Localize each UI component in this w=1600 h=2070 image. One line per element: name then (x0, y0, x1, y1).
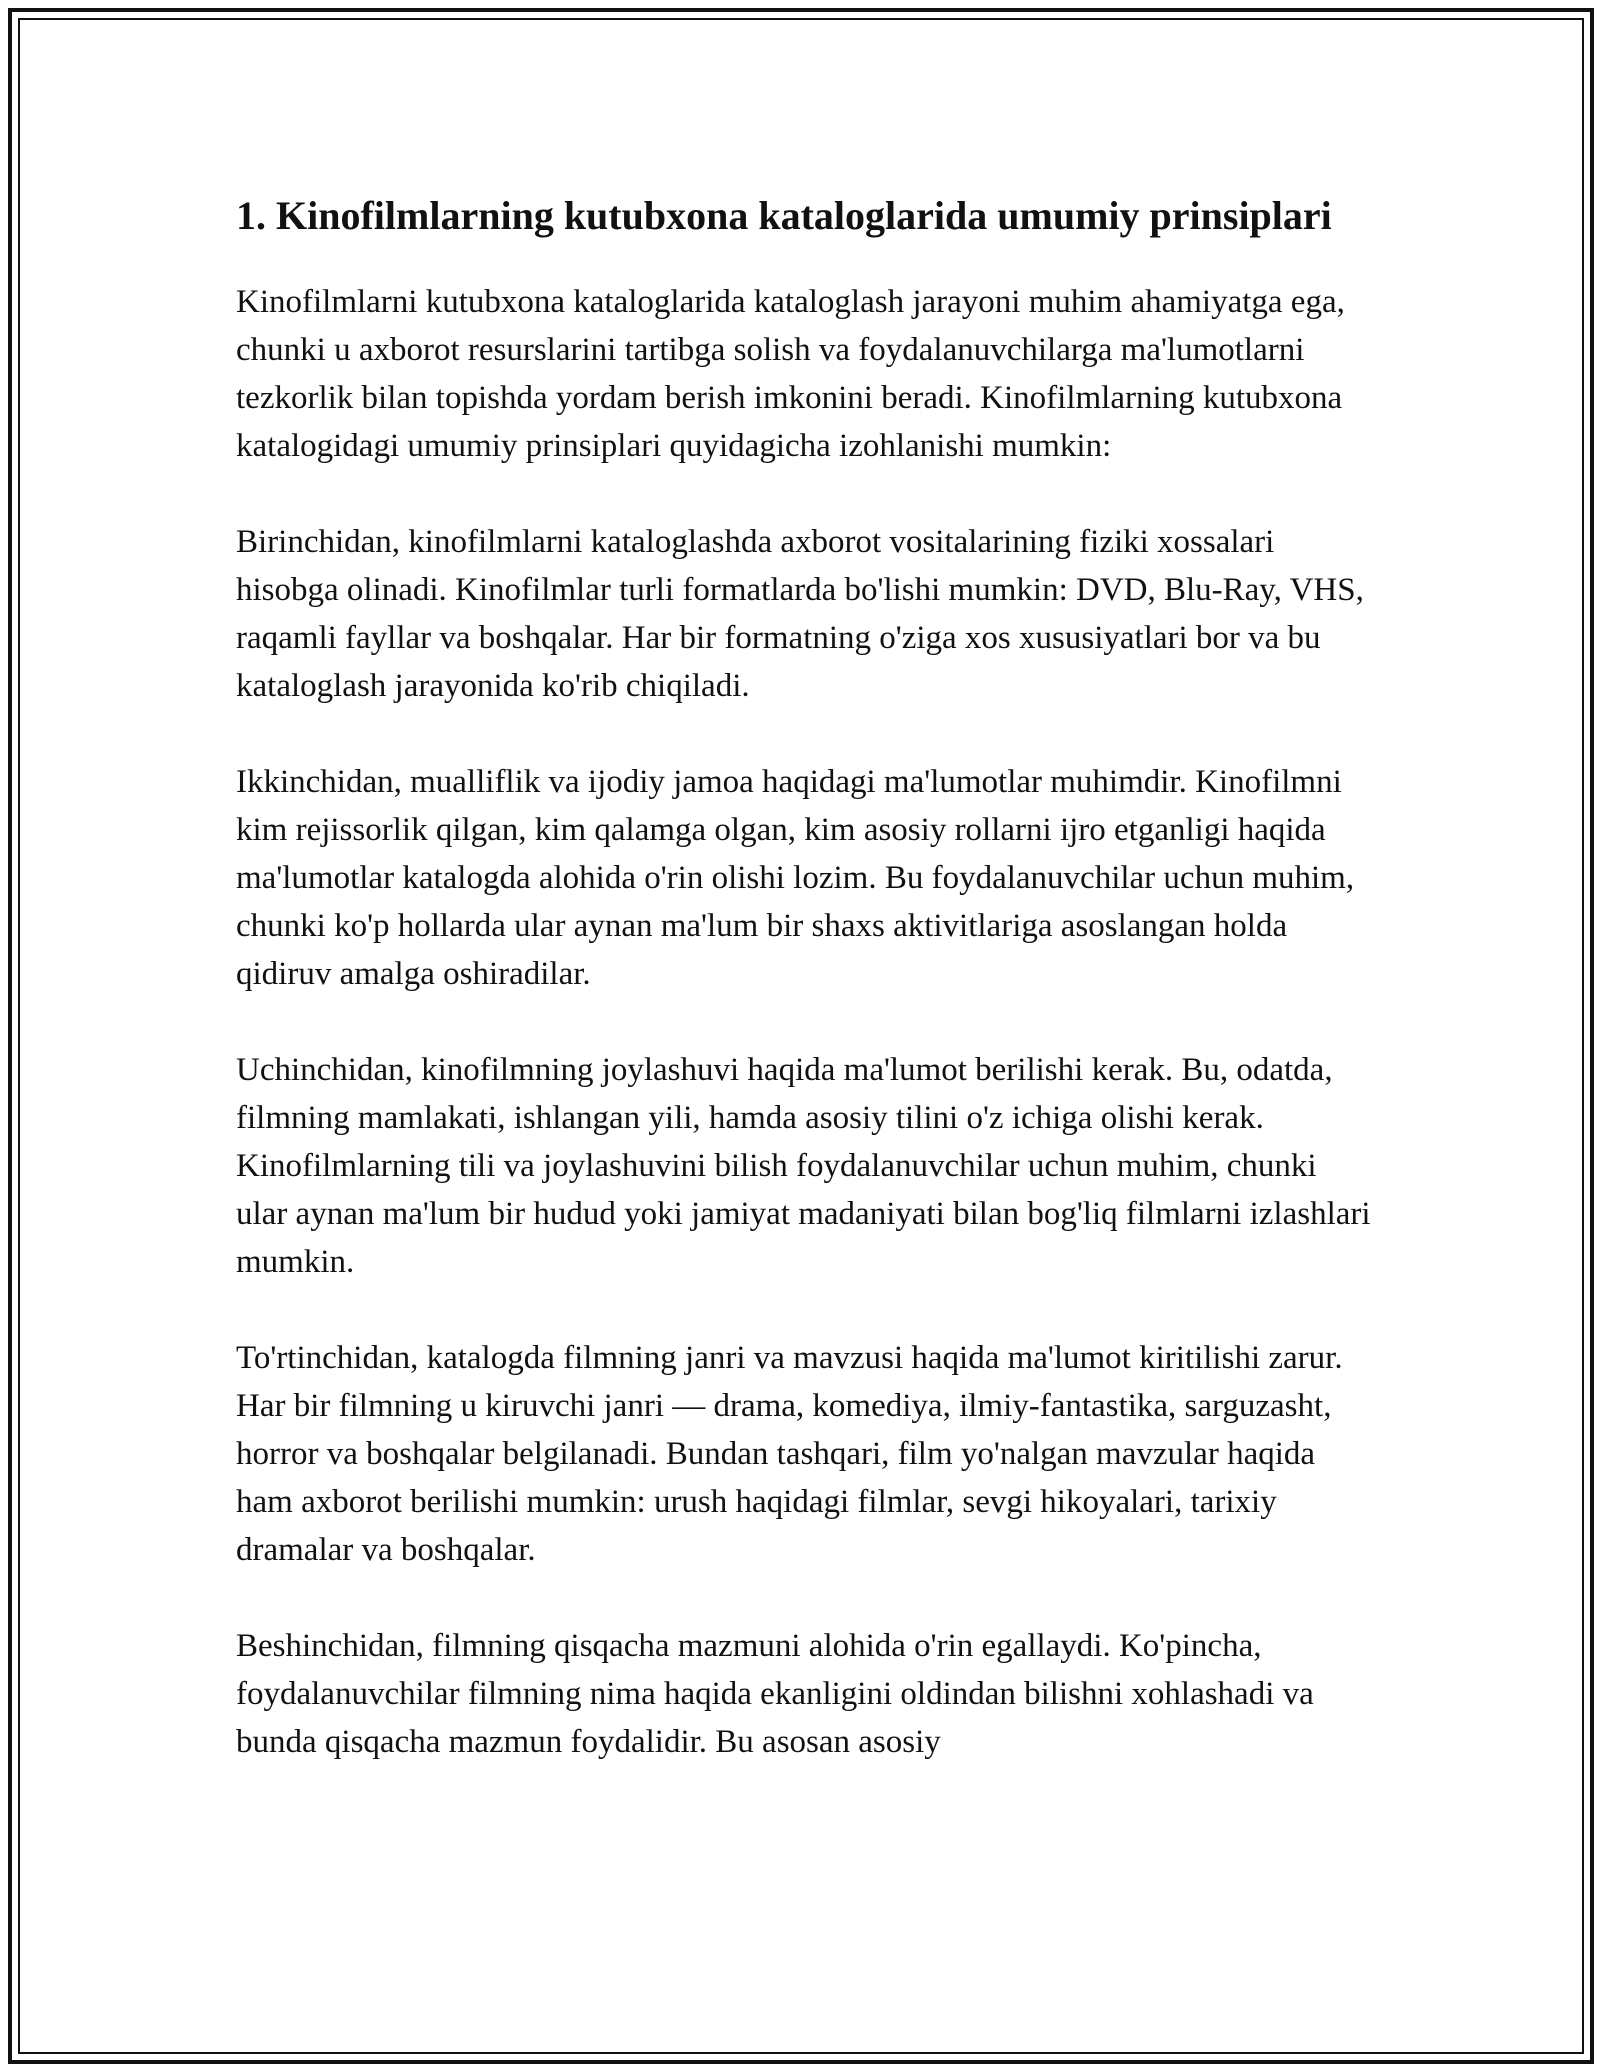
paragraph-third-principle: Uchinchidan, kinofilmning joylashuvi haqida ma'lumot berilishi kerak. Bu, odatda, filmning mamlakati, ishlangan yili, hamda asosiy tilini o'z ichiga olishi kerak. Kinofilmlarning tili va joylashuvini bilish foydalanuvchilar uchun muhim, chunki ular aynan ma'lum bir hudud yoki jamiyat madaniyati bilan bog'liq filmlarni izlashlari mumkin. (236, 1052, 1371, 1280)
section-heading: 1. Kinofilmlarning kutubxona kataloglarida umumiy prinsiplari (236, 193, 1332, 238)
paragraph-intro: Kinofilmlarni kutubxona kataloglarida kataloglash jarayoni muhim ahamiyatga ega, chunki u axborot resurslarini tartibga solish va foydalanuvchilarga ma'lumotlarni tezkorlik bilan topishda yordam berish imkonini beradi. Kinofilmlarning kutubxona katalogidagi umumiy prinsiplari quyidagicha izohlanishi mumkin: (236, 284, 1345, 464)
paragraph-first-principle: Birinchidan, kinofilmlarni kataloglashda axborot vositalarining fiziki xossalari hisobga olinadi. Kinofilmlar turli formatlarda bo'lishi mumkin: DVD, Blu-Ray, VHS, raqamli fayllar va boshqalar. Har bir formatning o'ziga xos xususiyatlari bor va bu kataloglash jarayonida ko'rib chiqiladi. (236, 524, 1364, 704)
paragraph-fifth-principle: Beshinchidan, filmning qisqacha mazmuni alohida o'rin egallaydi. Ko'pincha, foydalanuvchilar filmning nima haqida ekanligini oldindan bilishni xohlashadi va bunda qisqacha mazmun foydalidir. Bu asosan asosiy (236, 1628, 1314, 1760)
paragraph-fourth-principle: To'rtinchidan, katalogda filmning janri va mavzusi haqida ma'lumot kiritilishi zarur. Har bir filmning u kiruvchi janri — drama, komediya, ilmiy-fantastika, sarguzasht, horror va boshqalar belgilanadi. Bundan tashqari, film yo'nalgan mavzular haqida ham axborot berilishi mumkin: urush haqidagi filmlar, sevgi hikoyalari, tarixiy dramalar va boshqalar. (236, 1340, 1343, 1568)
paragraph-second-principle: Ikkinchidan, mualliflik va ijodiy jamoa haqidagi ma'lumotlar muhimdir. Kinofilmni kim rejissorlik qilgan, kim qalamga olgan, kim asosiy rollarni ijro etganligi haqida ma'lumotlar katalogda alohida o'rin olishi lozim. Bu foydalanuvchilar uchun muhim, chunki ko'p hollarda ular aynan ma'lum bir shaxs aktivitlariga asoslangan holda qidiruv amalga oshiradilar. (236, 764, 1355, 992)
document-body (236, 188, 1376, 1814)
